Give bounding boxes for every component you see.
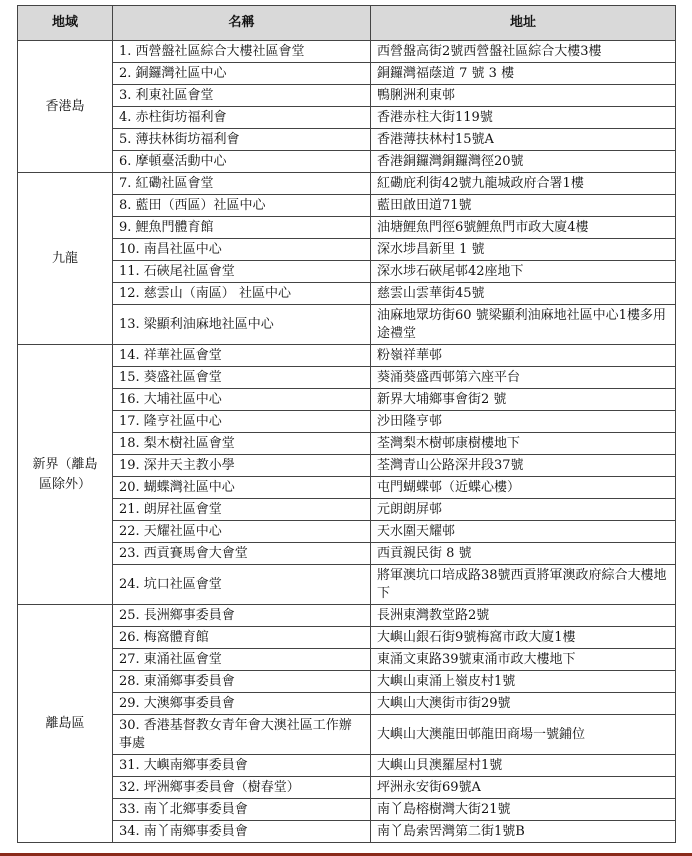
venue-name-cell: 20. 蝴蝶灣社區中心 [113, 477, 371, 499]
venue-address-cell: 南丫島榕樹灣大街21號 [371, 799, 676, 821]
venue-address-cell: 葵涌葵盛西邨第六座平台 [371, 367, 676, 389]
table-row [18, 627, 676, 649]
header-row [18, 6, 676, 41]
table-row [18, 755, 676, 777]
venue-name-cell: 24. 坑口社區會堂 [113, 565, 371, 605]
table-row [18, 389, 676, 411]
venue-name-cell: 10. 南昌社區中心 [113, 239, 371, 261]
header-name: 名稱 [113, 6, 371, 41]
venue-name-cell: 18. 梨木樹社區會堂 [113, 433, 371, 455]
venue-name-cell: 26. 梅窩體育館 [113, 627, 371, 649]
venue-name-cell: 25. 長洲鄉事委員會 [113, 605, 371, 627]
venue-address-cell: 東涌文東路39號東涌市政大樓地下 [371, 649, 676, 671]
venue-address-cell: 荃灣梨木樹邨康樹樓地下 [371, 433, 676, 455]
venue-address-cell: 元朗朗屏邨 [371, 499, 676, 521]
venue-name-cell: 34. 南丫南鄉事委員會 [113, 821, 371, 843]
table-body [18, 41, 676, 843]
venue-name-cell: 2. 銅鑼灣社區中心 [113, 63, 371, 85]
venue-name-cell: 32. 坪洲鄉事委員會（樹春堂） [113, 777, 371, 799]
venue-name-cell: 16. 大埔社區中心 [113, 389, 371, 411]
venue-name-cell: 5. 薄扶林街坊福利會 [113, 129, 371, 151]
venue-address-cell: 天水圍天耀邨 [371, 521, 676, 543]
table-row [18, 173, 676, 195]
table-row [18, 799, 676, 821]
table-row [18, 41, 676, 63]
venue-address-cell: 坪洲永安街69號A [371, 777, 676, 799]
venue-address-cell: 鴨脷洲利東邨 [371, 85, 676, 107]
table-row [18, 693, 676, 715]
venue-address-cell: 荃灣青山公路深井段37號 [371, 455, 676, 477]
table-row [18, 821, 676, 843]
venue-name-cell: 8. 藍田（西區）社區中心 [113, 195, 371, 217]
venue-address-cell: 大嶼山銀石街9號梅窩市政大廈1樓 [371, 627, 676, 649]
venue-address-cell: 藍田啟田道71號 [371, 195, 676, 217]
region-cell: 離島區 [18, 605, 113, 843]
table-row [18, 777, 676, 799]
header-region: 地域 [18, 6, 113, 41]
table-row [18, 261, 676, 283]
table-row [18, 217, 676, 239]
table-row [18, 151, 676, 173]
venue-address-cell: 新界大埔鄉事會街2 號 [371, 389, 676, 411]
venue-name-cell: 9. 鯉魚門體育館 [113, 217, 371, 239]
venue-address-cell: 粉嶺祥華邨 [371, 345, 676, 367]
venue-address-cell: 紅磡庇利街42號九龍城政府合署1樓 [371, 173, 676, 195]
venue-name-cell: 11. 石硤尾社區會堂 [113, 261, 371, 283]
venue-address-cell: 長洲東灣教堂路2號 [371, 605, 676, 627]
venue-name-cell: 14. 祥華社區會堂 [113, 345, 371, 367]
table-row [18, 129, 676, 151]
table-row [18, 455, 676, 477]
table-row [18, 499, 676, 521]
table-row [18, 521, 676, 543]
venue-name-cell: 30. 香港基督教女青年會大澳社區工作辦事處 [113, 715, 371, 755]
venue-address-cell: 西營盤高街2號西營盤社區綜合大樓3樓 [371, 41, 676, 63]
header-address: 地址 [371, 6, 676, 41]
venue-address-cell: 屯門蝴蝶邨（近蝶心樓） [371, 477, 676, 499]
venue-name-cell: 7. 紅磡社區會堂 [113, 173, 371, 195]
venue-name-cell: 31. 大嶼南鄉事委員會 [113, 755, 371, 777]
table-row [18, 565, 676, 605]
table-row [18, 477, 676, 499]
venue-address-cell: 慈雲山雲華街45號 [371, 283, 676, 305]
venue-address-cell: 大嶼山貝澳羅屋村1號 [371, 755, 676, 777]
venue-name-cell: 33. 南丫北鄉事委員會 [113, 799, 371, 821]
table-row [18, 85, 676, 107]
table-row [18, 411, 676, 433]
venue-address-cell: 深水埗昌新里 1 號 [371, 239, 676, 261]
venue-name-cell: 28. 東涌鄉事委員會 [113, 671, 371, 693]
venue-name-cell: 29. 大澳鄉事委員會 [113, 693, 371, 715]
venue-name-cell: 3. 利東社區會堂 [113, 85, 371, 107]
table-row [18, 345, 676, 367]
venue-name-cell: 13. 梁顯利油麻地社區中心 [113, 305, 371, 345]
region-cell: 新界（離島區除外） [18, 345, 113, 605]
venue-address-cell: 油麻地眾坊街60 號梁顯利油麻地社區中心1樓多用途禮堂 [371, 305, 676, 345]
venue-address-cell: 銅鑼灣福蔭道 7 號 3 樓 [371, 63, 676, 85]
venue-address-cell: 南丫島索罟灣第二街1號B [371, 821, 676, 843]
venue-name-cell: 22. 天耀社區中心 [113, 521, 371, 543]
table-row [18, 605, 676, 627]
venue-address-cell: 大嶼山大澳街市街29號 [371, 693, 676, 715]
table-row [18, 107, 676, 129]
table-row [18, 433, 676, 455]
table-row [18, 63, 676, 85]
table-row [18, 715, 676, 755]
table-row [18, 283, 676, 305]
venue-address-cell: 香港銅鑼灣銅鑼灣徑20號 [371, 151, 676, 173]
venue-name-cell: 23. 西貢賽馬會大會堂 [113, 543, 371, 565]
venue-name-cell: 21. 朗屏社區會堂 [113, 499, 371, 521]
venue-name-cell: 1. 西營盤社區綜合大樓社區會堂 [113, 41, 371, 63]
venue-address-cell: 香港薄扶林村15號A [371, 129, 676, 151]
region-cell: 香港島 [18, 41, 113, 173]
table-row [18, 649, 676, 671]
table-row [18, 239, 676, 261]
venue-name-cell: 4. 赤柱街坊福利會 [113, 107, 371, 129]
venue-address-cell: 沙田隆亨邨 [371, 411, 676, 433]
venue-address-cell: 深水埗石硤尾邨42座地下 [371, 261, 676, 283]
venue-name-cell: 19. 深井天主教小學 [113, 455, 371, 477]
table-row [18, 543, 676, 565]
venue-name-cell: 12. 慈雲山（南區） 社區中心 [113, 283, 371, 305]
venue-name-cell: 6. 摩頓臺活動中心 [113, 151, 371, 173]
venue-address-cell: 大嶼山大澳龍田邨龍田商場一號鋪位 [371, 715, 676, 755]
venue-address-cell: 大嶼山東涌上嶺皮村1號 [371, 671, 676, 693]
venue-name-cell: 17. 隆亨社區中心 [113, 411, 371, 433]
table-row [18, 671, 676, 693]
venue-address-cell: 西貢親民街 8 號 [371, 543, 676, 565]
table-row [18, 195, 676, 217]
table-row [18, 367, 676, 389]
region-cell: 九龍 [18, 173, 113, 345]
venue-name-cell: 15. 葵盛社區會堂 [113, 367, 371, 389]
venue-address-cell: 香港赤柱大街119號 [371, 107, 676, 129]
table-row [18, 305, 676, 345]
polling-stations-table [17, 5, 676, 843]
venue-address-cell: 油塘鯉魚門徑6號鯉魚門市政大廈4樓 [371, 217, 676, 239]
venue-name-cell: 27. 東涌社區會堂 [113, 649, 371, 671]
venue-address-cell: 將軍澳坑口培成路38號西貢將軍澳政府綜合大樓地下 [371, 565, 676, 605]
